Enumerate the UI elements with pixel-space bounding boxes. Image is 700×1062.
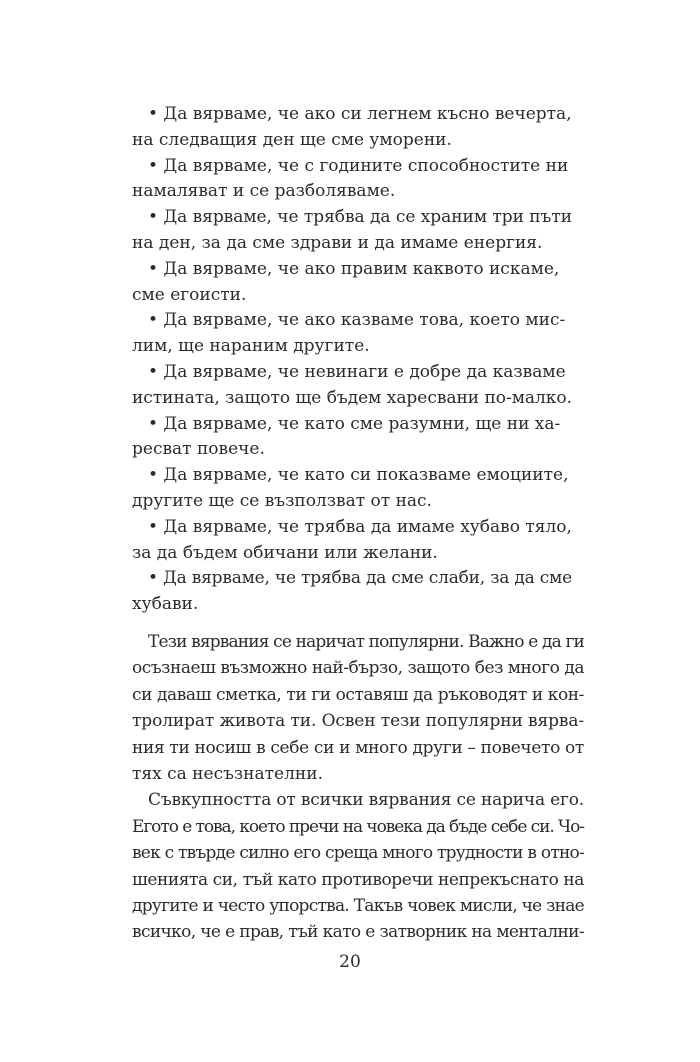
list-item-line: • Да вярваме, че ако казваме това, което мис- bbox=[148, 310, 566, 331]
list-item-line: другите ще се възползват от нас. bbox=[132, 490, 432, 511]
list-item-line: • Да вярваме, че ако си легнем късно вечерта, bbox=[148, 104, 572, 124]
list-item-line: на ден, за да сме здрави и да имаме енергия. bbox=[132, 232, 543, 253]
paragraph-line: Съвкупността от всички вярвания се нарича его. bbox=[148, 790, 584, 811]
list-item-line: хубави. bbox=[132, 594, 199, 615]
paragraph-line: всичко, че е прав, тъй като е затворник на ментални- bbox=[132, 922, 584, 943]
list-item-line: лим, ще нараним другите. bbox=[132, 336, 370, 357]
paragraph-line: осъзнаеш възможно най-бързо, защото без много да bbox=[132, 658, 584, 679]
paragraph-line: Егото е това, което пречи на човека да бъде себе си. Чо- bbox=[132, 816, 584, 837]
list-item-line: • Да вярваме, че невинаги е добре да казваме bbox=[148, 361, 566, 382]
paragraph-line: век с твърде силно его среща много трудности в отно- bbox=[132, 843, 584, 864]
list-item-line: • Да вярваме, че трябва да се храним три пъти bbox=[148, 207, 572, 228]
list-item-line: на следващия ден ще сме уморени. bbox=[132, 129, 452, 150]
paragraph-line: ния ти носиш в себе си и много други – повечето от bbox=[132, 737, 584, 758]
list-item-line: • Да вярваме, че трябва да сме слаби, за да сме bbox=[148, 568, 572, 589]
paragraph-line: тях са несъзнателни. bbox=[132, 763, 323, 784]
paragraph-line: другите и често упорства. Такъв човек мисли, че знае bbox=[132, 895, 584, 916]
paragraph-line: тролират живота ти. Освен тези популярни вярва- bbox=[132, 711, 584, 732]
list-item-line: • Да вярваме, че трябва да имаме хубаво тяло, bbox=[148, 516, 572, 537]
list-item-line: ресват повече. bbox=[132, 439, 265, 460]
belief-list bbox=[132, 102, 572, 618]
list-item-line: • Да вярваме, че с годините способностите ни bbox=[148, 155, 569, 176]
list-item-line: истината, защото ще бъдем харесвани по-малко. bbox=[132, 387, 572, 408]
paragraph-line: шенията си, тъй като противоречи непрекъснато на bbox=[132, 869, 584, 890]
body-text bbox=[132, 629, 584, 946]
paragraph-line: си даваш сметка, ти ги оставяш да ръководят и кон- bbox=[132, 684, 584, 705]
page-number: 20 bbox=[339, 952, 361, 972]
paragraph-line: Тези вярвания се наричат популярни. Важно е да ги bbox=[148, 632, 584, 652]
list-item-line: • Да вярваме, че като си показваме емоциите, bbox=[148, 465, 569, 486]
list-item-line: сме егоисти. bbox=[132, 284, 247, 305]
list-item-line: • Да вярваме, че като сме разумни, ще ни ха- bbox=[148, 413, 561, 434]
list-item-line: за да бъдем обичани или желани. bbox=[132, 542, 438, 563]
list-item-line: намаляват и се разболяваме. bbox=[132, 181, 396, 202]
list-item-line: • Да вярваме, че ако правим каквото искаме, bbox=[148, 258, 560, 279]
